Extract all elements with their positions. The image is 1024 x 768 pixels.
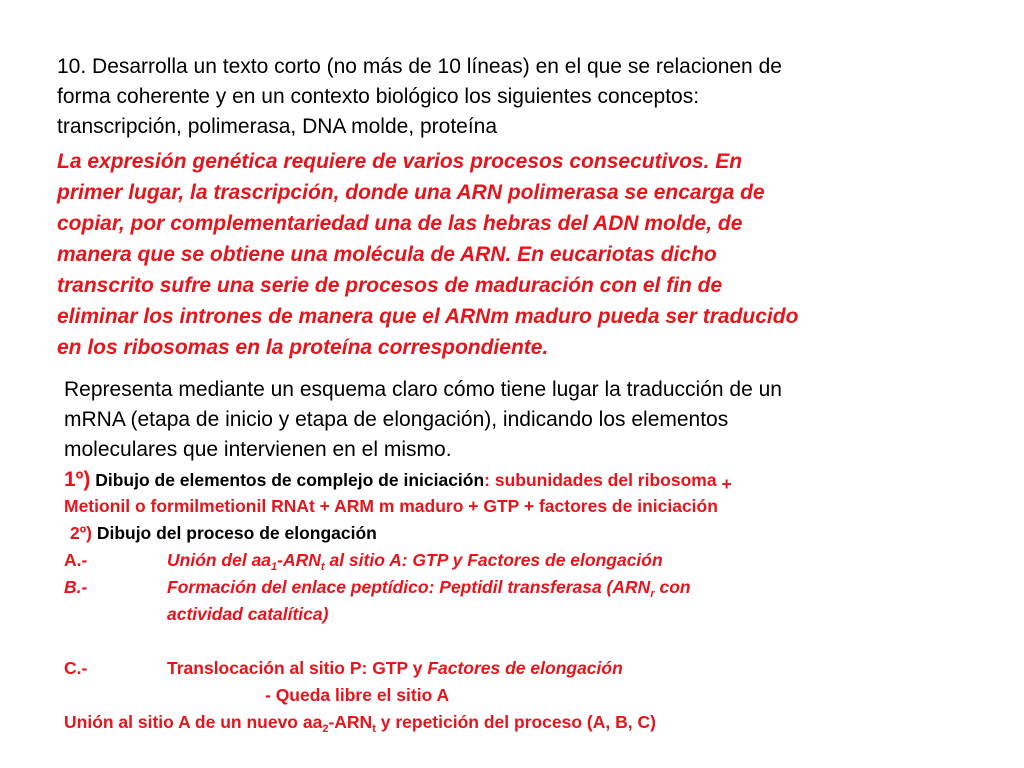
step-2-line	[64, 520, 1004, 547]
step-1-elements: : subunidades del ribosoma	[484, 470, 717, 490]
answer-1-line: La expresión genética requiere de varios procesos consecutivos. En	[57, 150, 743, 173]
answer-2	[64, 466, 1004, 736]
step-1-plus: +	[716, 474, 732, 494]
step-a-label: A.-	[64, 550, 88, 570]
step-b-line	[64, 574, 1004, 601]
step-1-heading: Dibujo de elementos de complejo de iniciación	[90, 470, 485, 490]
step-a-text	[167, 547, 663, 574]
question-2-line: Representa mediante un esquema claro cómo tiene lugar la traducción de un	[64, 378, 782, 401]
step-b-subscript: r	[650, 588, 655, 600]
step-1-elements-line: Metionil o formilmetionil RNAt + ARM m maduro + GTP + factores de iniciación	[64, 496, 718, 516]
final-step-part: -ARN	[328, 712, 373, 732]
step-c-part: Translocación al sitio P: GTP y	[167, 658, 428, 678]
step-c-label: C.-	[64, 658, 88, 678]
step-1-number: 1º)	[64, 468, 91, 491]
answer-1	[57, 146, 1007, 363]
step-b-text	[167, 574, 691, 601]
question-1	[57, 52, 997, 142]
step-c-line-2	[64, 682, 1004, 709]
final-step-line	[64, 709, 1004, 736]
final-step-part: y repetición del proceso (A, B, C)	[375, 712, 656, 732]
final-step-subscript: t	[372, 723, 376, 735]
step-2-number: 2º)	[70, 523, 92, 543]
step-a-part: Unión del aa	[167, 550, 272, 570]
answer-1-line: manera que se obtiene una molécula de ARN. En eucariotas dicho	[57, 243, 717, 266]
question-2-line: mRNA (etapa de inicio y etapa de elongación), indicando los elementos	[64, 408, 729, 431]
answer-1-line: eliminar los intrones de manera que el ARNm maduro pueda ser traducido	[57, 305, 799, 328]
step-b-part: con	[654, 577, 691, 597]
step-b-line-2	[64, 601, 1004, 628]
spacer	[64, 628, 1004, 655]
step-b-label: B.-	[64, 577, 88, 597]
step-c-text-2: - Queda libre el sitio A	[265, 685, 450, 705]
answer-1-line: en los ribosomas en la proteína correspondiente.	[57, 336, 549, 359]
question-2-line: moleculares que intervienen en el mismo.	[64, 438, 452, 461]
final-step-subscript: 2	[322, 723, 329, 735]
step-a-subscript: 1	[271, 561, 278, 573]
answer-1-line: copiar, por complementariedad una de las hebras del ADN molde, de	[57, 212, 743, 235]
step-a-part: -ARN	[277, 550, 321, 570]
step-c-text	[167, 655, 623, 682]
step-b-part: Formación del enlace peptídico: Peptidil transferasa (ARN	[167, 577, 651, 597]
step-a-part: al sitio A: GTP y Factores de elongación	[324, 550, 663, 570]
question-2	[64, 375, 994, 465]
answer-1-line: primer lugar, la trascripción, donde una ARN polimerasa se encarga de	[57, 181, 765, 204]
step-c-line	[64, 655, 1004, 682]
step-c-part: Factores de elongación	[427, 658, 623, 678]
question-1-line: 10. Desarrolla un texto corto (no más de 10 líneas) en el que se relacionen de	[57, 55, 782, 78]
step-a-subscript: t	[320, 561, 325, 573]
question-1-line: forma coherente y en un contexto biológico los siguientes conceptos:	[57, 85, 700, 108]
step-a-line	[64, 547, 1004, 574]
final-step-part: Unión al sitio A de un nuevo aa	[64, 712, 323, 732]
step-b-text-2: actividad catalítica)	[167, 604, 329, 624]
answer-1-line: transcrito sufre una serie de procesos de maduración con el fin de	[57, 274, 723, 297]
step-2-heading: Dibujo del proceso de elongación	[91, 523, 377, 543]
question-1-line: transcripción, polimerasa, DNA molde, proteína	[57, 115, 498, 138]
step-1-line	[64, 466, 1004, 493]
